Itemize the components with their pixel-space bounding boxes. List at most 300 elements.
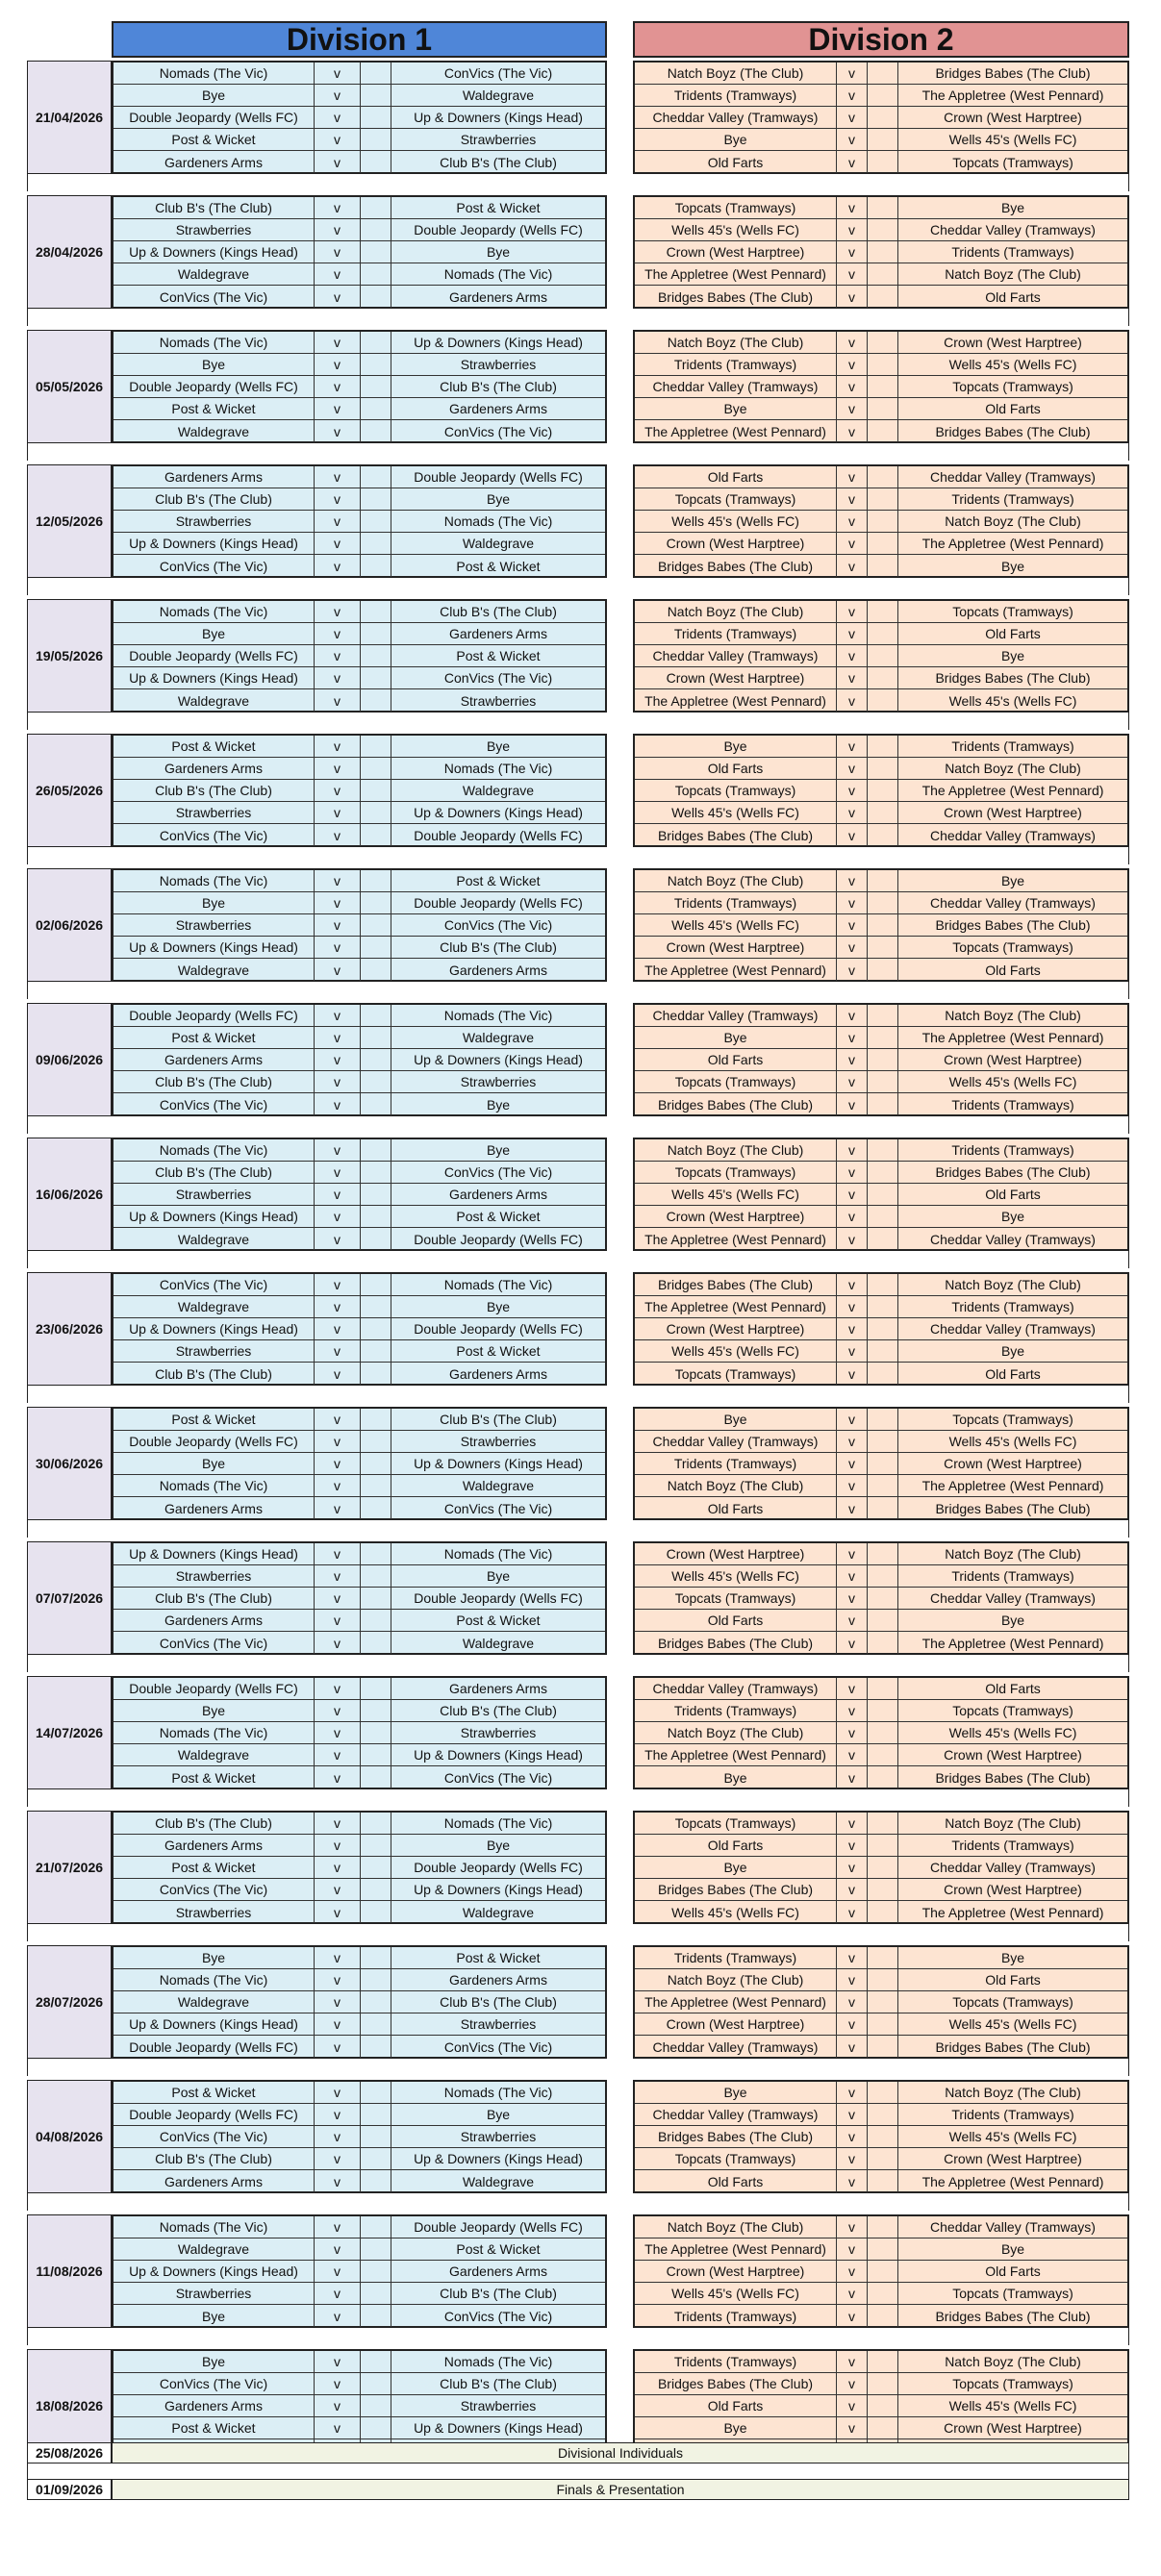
home-team: Topcats (Tramways) (635, 1363, 837, 1385)
week-separator (27, 443, 1129, 461)
home-team: Crown (West Harptree) (635, 533, 837, 554)
away-team: Up & Downers (Kings Head) (414, 1456, 583, 1471)
fixture-row (635, 488, 1127, 511)
home-team: Old Farts (635, 1497, 837, 1519)
versus-label: v (315, 1543, 361, 1564)
away-team: Cheddar Valley (Tramways) (930, 895, 1096, 911)
home-team: Tridents (Tramways) (635, 1453, 837, 1474)
fixture-row (635, 1318, 1127, 1340)
score-cell (361, 2126, 391, 2147)
fixture-row (114, 2104, 605, 2126)
home-team: Strawberries (114, 1340, 315, 1362)
versus-label: v (315, 263, 361, 285)
away-team: Natch Boyz (The Club) (945, 2085, 1081, 2100)
away-team: Cheddar Valley (Tramways) (930, 2219, 1096, 2235)
score-cell (361, 2373, 391, 2394)
score-cell (361, 1409, 391, 1430)
score-cell (361, 2261, 391, 2282)
away-team: Double Jeopardy (Wells FC) (414, 895, 583, 911)
away-team: Waldegrave (462, 1635, 535, 1651)
away-team: ConVics (The Vic) (443, 2308, 553, 2324)
versus-label: v (837, 1206, 868, 1227)
fixture-row (114, 129, 605, 151)
fixture-row (114, 376, 605, 398)
versus-label: v (315, 1363, 361, 1385)
fixture-row (114, 780, 605, 802)
versus-label: v (315, 1991, 361, 2013)
score-cell (868, 824, 898, 846)
home-team: Natch Boyz (The Club) (635, 1722, 837, 1743)
score-cell (361, 151, 391, 173)
home-team: Waldegrave (114, 959, 315, 981)
fixture-row (635, 1857, 1127, 1879)
away-team: Post & Wicket (456, 558, 541, 574)
fixture-row (114, 1969, 605, 1991)
fixture-row (635, 1879, 1127, 1901)
versus-label: v (837, 2148, 868, 2169)
score-cell (361, 758, 391, 779)
week-separator (27, 982, 1129, 999)
home-team: Crown (West Harptree) (635, 1543, 837, 1564)
score-cell (361, 1879, 391, 1900)
match-date: 18/08/2026 (27, 2349, 112, 2463)
fixture-row (114, 689, 605, 712)
score-cell (361, 2170, 391, 2192)
score-cell (361, 601, 391, 622)
division-2-fixtures (633, 1676, 1129, 1789)
versus-label: v (837, 1766, 868, 1788)
away-team: Club B's (The Club) (440, 1994, 557, 2010)
score-cell (361, 1184, 391, 1205)
versus-label: v (315, 1274, 361, 1295)
score-cell (361, 1722, 391, 1743)
away-team: Crown (West Harptree) (944, 110, 1082, 125)
score-cell (868, 2036, 898, 2058)
home-team: Up & Downers (Kings Head) (114, 2013, 315, 2035)
score-cell (868, 2373, 898, 2394)
fixture-row (114, 914, 605, 937)
versus-label: v (837, 1744, 868, 1765)
home-team: Waldegrave (114, 1296, 315, 1317)
versus-label: v (315, 870, 361, 891)
score-cell (868, 1497, 898, 1519)
away-team: Tridents (Tramways) (951, 1096, 1074, 1113)
score-cell (868, 1744, 898, 1765)
home-team: Topcats (Tramways) (635, 2148, 837, 2169)
home-team: Bye (635, 1409, 837, 1430)
away-team: The Appletree (West Pennard) (921, 536, 1104, 551)
versus-label: v (837, 263, 868, 285)
away-team: Up & Downers (Kings Head) (414, 1747, 583, 1763)
division-1-fixtures (112, 1676, 607, 1789)
fixture-row (114, 1588, 605, 1610)
versus-label: v (315, 1588, 361, 1609)
home-team: Bye (114, 2351, 315, 2372)
fixture-row (114, 824, 605, 846)
away-team: Wells 45's (Wells FC) (948, 2129, 1077, 2144)
division-2-fixtures (633, 195, 1129, 309)
away-team: Wells 45's (Wells FC) (948, 1725, 1077, 1740)
home-team: Double Jeopardy (Wells FC) (114, 376, 315, 397)
fixture-row (635, 1678, 1127, 1700)
away-team: Post & Wicket (456, 1209, 541, 1224)
versus-label: v (837, 1565, 868, 1587)
home-team: Strawberries (114, 1565, 315, 1587)
division-1-fixtures (112, 1407, 607, 1520)
fixture-row (114, 533, 605, 555)
home-team: Wells 45's (Wells FC) (635, 802, 837, 823)
home-team: Double Jeopardy (Wells FC) (114, 2104, 315, 2125)
division-1-fixtures (112, 61, 607, 174)
versus-label: v (837, 332, 868, 353)
versus-label: v (315, 959, 361, 981)
home-team: Tridents (Tramways) (635, 85, 837, 106)
versus-label: v (837, 1857, 868, 1878)
away-team: Cheddar Valley (Tramways) (930, 222, 1096, 238)
away-team: Bye (1000, 1613, 1025, 1628)
fixture-row (635, 937, 1127, 959)
home-team: Bye (635, 2417, 837, 2438)
away-team: Gardeners Arms (449, 1681, 547, 1696)
away-team: Topcats (Tramways) (952, 604, 1073, 619)
score-cell (868, 1409, 898, 1430)
score-cell (868, 2261, 898, 2282)
away-team: Post & Wicket (456, 1950, 541, 1965)
away-team: Bye (486, 2107, 511, 2122)
home-team: Post & Wicket (114, 129, 315, 150)
score-cell (868, 63, 898, 84)
away-team: Double Jeopardy (Wells FC) (414, 827, 583, 843)
versus-label: v (315, 892, 361, 913)
home-team: Bye (114, 892, 315, 913)
score-cell (868, 758, 898, 779)
score-cell (361, 2036, 391, 2058)
home-team: Wells 45's (Wells FC) (635, 1184, 837, 1205)
away-team: Bye (1000, 648, 1025, 663)
home-team: Natch Boyz (The Club) (635, 2216, 837, 2238)
away-team: Topcats (Tramways) (952, 939, 1073, 955)
versus-label: v (315, 2148, 361, 2169)
away-team: Club B's (The Club) (440, 604, 557, 619)
home-team: Nomads (The Vic) (114, 63, 315, 84)
away-team: Tridents (Tramways) (951, 738, 1074, 754)
home-team: Natch Boyz (The Club) (635, 1139, 837, 1161)
score-cell (361, 332, 391, 353)
fixture-row (114, 1184, 605, 1206)
score-cell (361, 1813, 391, 1834)
versus-label: v (315, 1610, 361, 1631)
versus-label: v (315, 736, 361, 757)
home-team: Nomads (The Vic) (114, 1475, 315, 1496)
score-cell (868, 645, 898, 666)
away-team: Bye (486, 1838, 511, 1853)
home-team: Waldegrave (114, 2238, 315, 2260)
home-team: Bridges Babes (The Club) (635, 555, 837, 577)
versus-label: v (837, 667, 868, 688)
versus-label: v (315, 1005, 361, 1026)
division-1-fixtures (112, 1811, 607, 1924)
versus-label: v (315, 623, 361, 644)
match-date: 12/05/2026 (27, 464, 112, 578)
away-team: Crown (West Harptree) (944, 1052, 1082, 1067)
fixture-row (114, 1139, 605, 1162)
versus-label: v (837, 129, 868, 150)
score-cell (361, 667, 391, 688)
versus-label: v (837, 1409, 868, 1430)
fixture-row (635, 1543, 1127, 1565)
match-date: 28/04/2026 (27, 195, 112, 309)
fixture-row (114, 1497, 605, 1519)
home-team: Bye (635, 1857, 837, 1878)
division-2-fixtures (633, 1541, 1129, 1655)
home-team: Post & Wicket (114, 736, 315, 757)
score-cell (868, 129, 898, 150)
home-team: Gardeners Arms (114, 758, 315, 779)
match-date: 05/05/2026 (27, 330, 112, 443)
home-team: Natch Boyz (The Club) (635, 332, 837, 353)
away-team: Double Jeopardy (Wells FC) (414, 1321, 583, 1337)
division-2-fixtures (633, 1811, 1129, 1924)
home-team: Topcats (Tramways) (635, 488, 837, 510)
away-team: Gardeners Arms (449, 401, 547, 416)
home-team: Club B's (The Club) (114, 488, 315, 510)
home-team: Bye (114, 354, 315, 375)
score-cell (361, 488, 391, 510)
fixture-row (114, 2170, 605, 2192)
away-team: Topcats (Tramways) (952, 1994, 1073, 2010)
score-cell (868, 1005, 898, 1026)
home-team: Up & Downers (Kings Head) (114, 937, 315, 958)
away-team: Old Farts (985, 1972, 1041, 1988)
versus-label: v (315, 286, 361, 308)
score-cell (361, 1835, 391, 1856)
score-cell (361, 511, 391, 532)
division-1-fixtures (112, 1138, 607, 1251)
fixture-row (635, 420, 1127, 442)
versus-label: v (315, 376, 361, 397)
fixture-row (114, 937, 605, 959)
versus-label: v (315, 1162, 361, 1183)
versus-label: v (315, 1475, 361, 1496)
home-team: Post & Wicket (114, 398, 315, 419)
home-team: Crown (West Harptree) (635, 937, 837, 958)
score-cell (868, 1632, 898, 1654)
versus-label: v (837, 2036, 868, 2058)
fixture-row (114, 1835, 605, 1857)
match-date: 21/07/2026 (27, 1811, 112, 1924)
match-date: 30/06/2026 (27, 1407, 112, 1520)
score-cell (361, 1901, 391, 1923)
away-team: Strawberries (460, 2398, 537, 2413)
versus-label: v (315, 1744, 361, 1765)
fixture-row (635, 1588, 1127, 1610)
away-team: Post & Wicket (456, 2241, 541, 2257)
away-team: The Appletree (West Pennard) (921, 1635, 1104, 1651)
versus-label: v (315, 2170, 361, 2192)
away-team: Bye (1000, 200, 1025, 215)
score-cell (868, 1093, 898, 1115)
score-cell (868, 1162, 898, 1183)
versus-label: v (837, 107, 868, 128)
away-team: Up & Downers (Kings Head) (414, 1882, 583, 1897)
versus-label: v (837, 1901, 868, 1923)
division-1-fixtures (112, 734, 607, 847)
fixture-row (114, 1296, 605, 1318)
division-2-fixtures (633, 464, 1129, 578)
score-cell (361, 2148, 391, 2169)
score-cell (868, 263, 898, 285)
away-team: Bridges Babes (The Club) (935, 917, 1091, 933)
away-team: Bye (486, 1299, 511, 1314)
score-cell (868, 623, 898, 644)
away-team: Waldegrave (462, 1030, 535, 1045)
fixture-row (114, 107, 605, 129)
versus-label: v (837, 1049, 868, 1070)
match-date: 23/06/2026 (27, 1272, 112, 1386)
home-team: Natch Boyz (The Club) (635, 1969, 837, 1990)
score-cell (868, 1206, 898, 1227)
home-team: Gardeners Arms (114, 1049, 315, 1070)
home-team: Waldegrave (114, 1991, 315, 2013)
versus-label: v (315, 63, 361, 84)
score-cell (868, 1700, 898, 1721)
fixture-row (114, 2395, 605, 2417)
home-team: The Appletree (West Pennard) (635, 959, 837, 981)
versus-label: v (837, 802, 868, 823)
match-date: 04/08/2026 (27, 2080, 112, 2193)
home-team: Bye (114, 85, 315, 106)
fixture-row (635, 1162, 1127, 1184)
fixture-row (635, 1139, 1127, 1162)
versus-label: v (315, 1835, 361, 1856)
fixture-row (635, 129, 1127, 151)
score-cell (868, 601, 898, 622)
away-team: Tridents (Tramways) (951, 2107, 1074, 2122)
fixture-row (114, 1813, 605, 1835)
match-date: 07/07/2026 (27, 1541, 112, 1655)
score-cell (868, 420, 898, 442)
week-separator (27, 2193, 1129, 2211)
versus-label: v (837, 1027, 868, 1048)
home-team: Strawberries (114, 914, 315, 936)
home-team: Gardeners Arms (114, 2395, 315, 2416)
fixture-row (114, 241, 605, 263)
fixture-row (635, 914, 1127, 937)
fixture-row (635, 1766, 1127, 1788)
away-team: Bridges Babes (The Club) (935, 670, 1091, 686)
home-team: ConVics (The Vic) (114, 555, 315, 577)
score-cell (361, 1453, 391, 1474)
fixture-row (635, 689, 1127, 712)
versus-label: v (315, 2305, 361, 2327)
home-team: Gardeners Arms (114, 1497, 315, 1519)
fixture-row (635, 1744, 1127, 1766)
home-team: Club B's (The Club) (114, 1588, 315, 1609)
fixture-row (635, 2013, 1127, 2036)
division-2-fixtures (633, 2080, 1129, 2193)
fixture-row (114, 1901, 605, 1923)
home-team: Old Farts (635, 1049, 837, 1070)
fixture-row (635, 1093, 1127, 1115)
away-team: Natch Boyz (The Club) (945, 1815, 1081, 1831)
versus-label: v (837, 219, 868, 240)
away-team: Old Farts (985, 1187, 1041, 1202)
away-team: Old Farts (985, 1365, 1041, 1382)
score-cell (361, 2238, 391, 2260)
fixture-row (114, 2082, 605, 2104)
home-team: Up & Downers (Kings Head) (114, 241, 315, 263)
fixture-row (114, 488, 605, 511)
fixture-row (635, 1947, 1127, 1969)
home-team: Topcats (Tramways) (635, 1813, 837, 1834)
fixture-row (635, 736, 1127, 758)
fixture-row (114, 1071, 605, 1093)
fixture-row (114, 1431, 605, 1453)
score-cell (361, 937, 391, 958)
week-separator (27, 713, 1129, 730)
away-team: ConVics (The Vic) (443, 2038, 553, 2055)
away-team: Post & Wicket (456, 1613, 541, 1628)
score-cell (868, 488, 898, 510)
versus-label: v (837, 1722, 868, 1743)
fixture-row (635, 1071, 1127, 1093)
away-team: Gardeners Arms (449, 2263, 547, 2279)
score-cell (868, 667, 898, 688)
versus-label: v (315, 824, 361, 846)
division-2-fixtures (633, 1945, 1129, 2059)
away-team: Waldegrave (462, 2173, 535, 2189)
home-team: Topcats (Tramways) (635, 197, 837, 218)
home-team: Cheddar Valley (Tramways) (635, 1005, 837, 1026)
score-cell (361, 1162, 391, 1183)
score-cell (361, 1497, 391, 1519)
versus-label: v (837, 689, 868, 712)
fixture-row (114, 420, 605, 442)
fixture-row (114, 1228, 605, 1250)
home-team: Gardeners Arms (114, 2170, 315, 2192)
fixture-row (635, 1228, 1127, 1250)
versus-label: v (837, 1969, 868, 1990)
away-team: Strawberries (460, 1434, 537, 1449)
division-1-fixtures (112, 1945, 607, 2059)
versus-label: v (315, 1722, 361, 1743)
home-team: Bridges Babes (The Club) (635, 286, 837, 308)
score-cell (361, 85, 391, 106)
away-team: ConVics (The Vic) (443, 1769, 553, 1786)
away-team: ConVics (The Vic) (443, 1500, 553, 1516)
score-cell (868, 332, 898, 353)
score-cell (868, 736, 898, 757)
fixture-row (635, 332, 1127, 354)
away-team: Natch Boyz (The Club) (945, 1277, 1081, 1292)
score-cell (868, 2283, 898, 2304)
away-team: Gardeners Arms (449, 626, 547, 641)
fixture-row (635, 2417, 1127, 2439)
score-cell (868, 1049, 898, 1070)
away-team: Strawberries (460, 1725, 537, 1740)
division-1-fixtures (112, 1003, 607, 1116)
home-team: Strawberries (114, 802, 315, 823)
home-team: Bye (635, 1766, 837, 1788)
versus-label: v (837, 1700, 868, 1721)
versus-label: v (837, 1363, 868, 1385)
versus-label: v (837, 1543, 868, 1564)
score-cell (868, 2082, 898, 2103)
versus-label: v (837, 1453, 868, 1474)
score-cell (868, 466, 898, 488)
score-cell (868, 533, 898, 554)
away-team: Bridges Babes (The Club) (935, 1164, 1091, 1180)
